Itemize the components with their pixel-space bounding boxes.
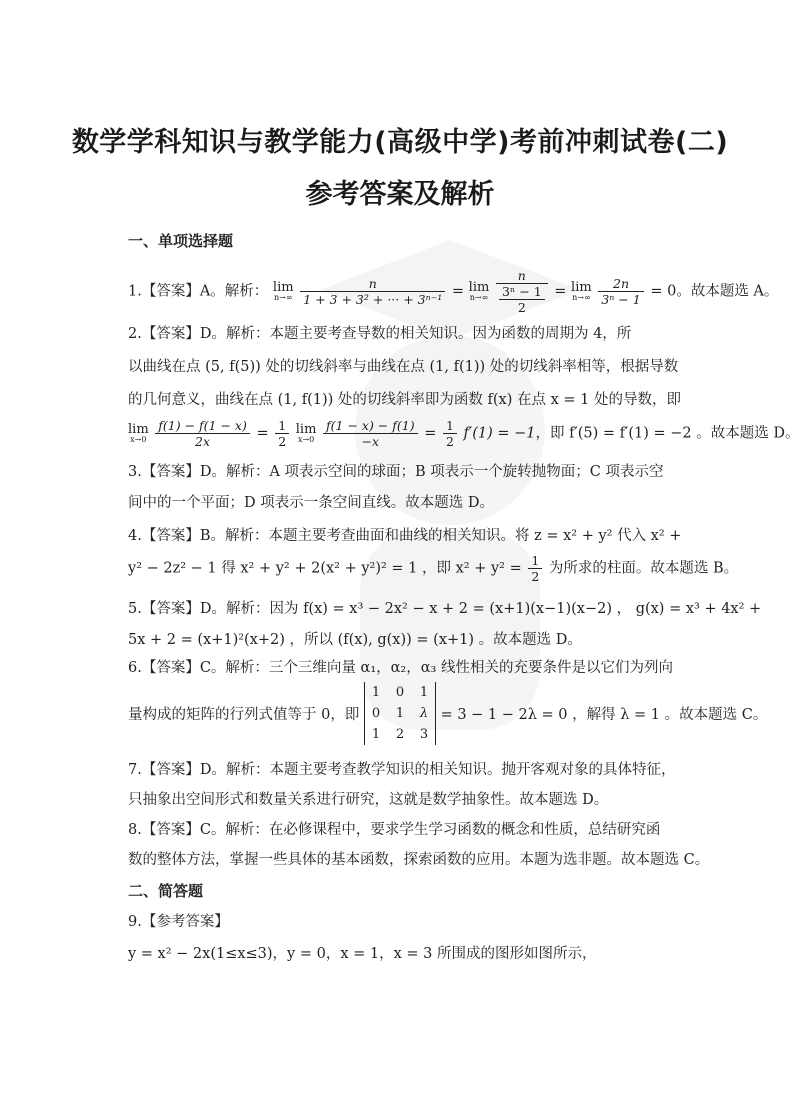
q1-fraction-3: $\frac{2n}{\text{3ⁿ − 1}}$: [598, 276, 643, 307]
q5-line-2: 5x + 2 = (x+1)²(x+2) ，所以 (f(x), g(x)) = (x+1) 。故本题选 D。: [128, 632, 582, 648]
q3-line-2: 间中的一个平面；D 项表示一条空间直线。故本题选 D。: [128, 495, 494, 511]
q2-line-4: lim x→0 $\frac{f(1) - f(1 - x)}{2x}$ = $\frac{1}{2}$ lim x→0 $\frac{f(1 - x) - f(1)}{-x}$ = $\frac{1}{2}$ f′(1) = −1，即 f′(5) = f′(1) = −2 。故本题选 D。: [128, 418, 800, 449]
q8-line-2: 数的整体方法，掌握一些具体的基本函数，探索函数的应用。本题为选非题。故本题选 C。: [128, 852, 710, 868]
q2-line-3: 的几何意义，曲线在点 (1, f(1)) 处的切线斜率即为函数 f(x) 在点 x = 1 处的导数，即: [128, 392, 681, 408]
q7-line-2: 只抽象出空间形式和数量关系进行研究，这就是数学抽象性。故本题选 D。: [128, 792, 609, 808]
page-title: 数学学科知识与教学能力(高级中学)考前冲刺试卷(二): [71, 127, 729, 158]
q2-line-1: 2.【答案】D。解析：本题主要考查导数的相关知识。因为函数的周期为 4，所: [128, 326, 632, 342]
limit-symbol: lim n→∞: [571, 280, 592, 302]
q2-line-2: 以曲线在点 (5, f(5)) 处的切线斜率与曲线在点 (1, f(1)) 处的切线斜率相等，根据导数: [128, 359, 679, 375]
q1-fraction-1: $\frac{n}{\text{1 + 3 + 3² + ··· + 3ⁿ⁻¹}}$: [300, 276, 445, 307]
q6-line-1: 6.【答案】C。解析：三个三维向量 α₁，α₂，α₃ 线性相关的充要条件是以它们为列向: [128, 660, 673, 676]
q3-line-1: 3.【答案】D。解析：A 项表示空间的球面；B 项表示一个旋转抛物面；C 项表示空: [128, 464, 664, 480]
determinant-matrix: 1 0 1 0 1 λ 1 2 3: [364, 682, 436, 745]
limit-symbol: lim n→∞: [468, 280, 490, 302]
q5-line-1: 5.【答案】D。解析：因为 f(x) = x³ − 2x² − x + 2 = (x+1)(x−1)(x−2) ， g(x) = x³ + 4x² +: [128, 601, 762, 617]
q9-line-2: y = x² − 2x(1≤x≤3)，y = 0，x = 1，x = 3 所围成的图形如图所示，: [128, 946, 597, 962]
q1-fraction-2: n 3ⁿ − 1 2: [496, 268, 548, 315]
page-subtitle: 参考答案及解析: [305, 179, 495, 210]
section-heading-short-answer: 二、简答题: [128, 882, 204, 900]
q4-line-1: 4.【答案】B。解析：本题主要考查曲面和曲线的相关知识。将 z = x² + y² 代入 x² +: [128, 528, 682, 544]
section-heading-choice: 一、单项选择题: [128, 232, 234, 250]
limit-symbol: lim n→∞: [272, 280, 294, 302]
q8-line-1: 8.【答案】C。解析：在必修课程中，要求学生学习函数的概念和性质，总结研究函: [128, 822, 661, 838]
q9-line-1: 9.【参考答案】: [128, 914, 229, 930]
q1-answer: 1.【答案】A。解析： lim n→∞ $\frac{n}{\text{1 + 3 + 3² + ··· + 3ⁿ⁻¹}}$ = lim n→∞ n 3ⁿ − 1 2 = lim n→∞ $\frac{2n}{\text{3ⁿ − 1}}$ = 0。故本题选 A。: [128, 268, 779, 315]
q4-line-2: y² − 2z² − 1 得 x² + y² + 2(x² + y²)² = 1 ，即 x² + y² = $\frac{1}{2}$ 为所求的柱面。故本题选 B。: [128, 553, 739, 584]
q7-line-1: 7.【答案】D。解析：本题主要考查教学知识的相关知识。抛开客观对象的具体特征，: [128, 762, 676, 778]
q6-line-2: 量构成的矩阵的行列式值等于 0，即 1 0 1 0 1 λ 1 2 3 = 3 − 1 − 2λ = 0 ，解得 λ = 1 。故本题选 C。: [128, 682, 688, 745]
